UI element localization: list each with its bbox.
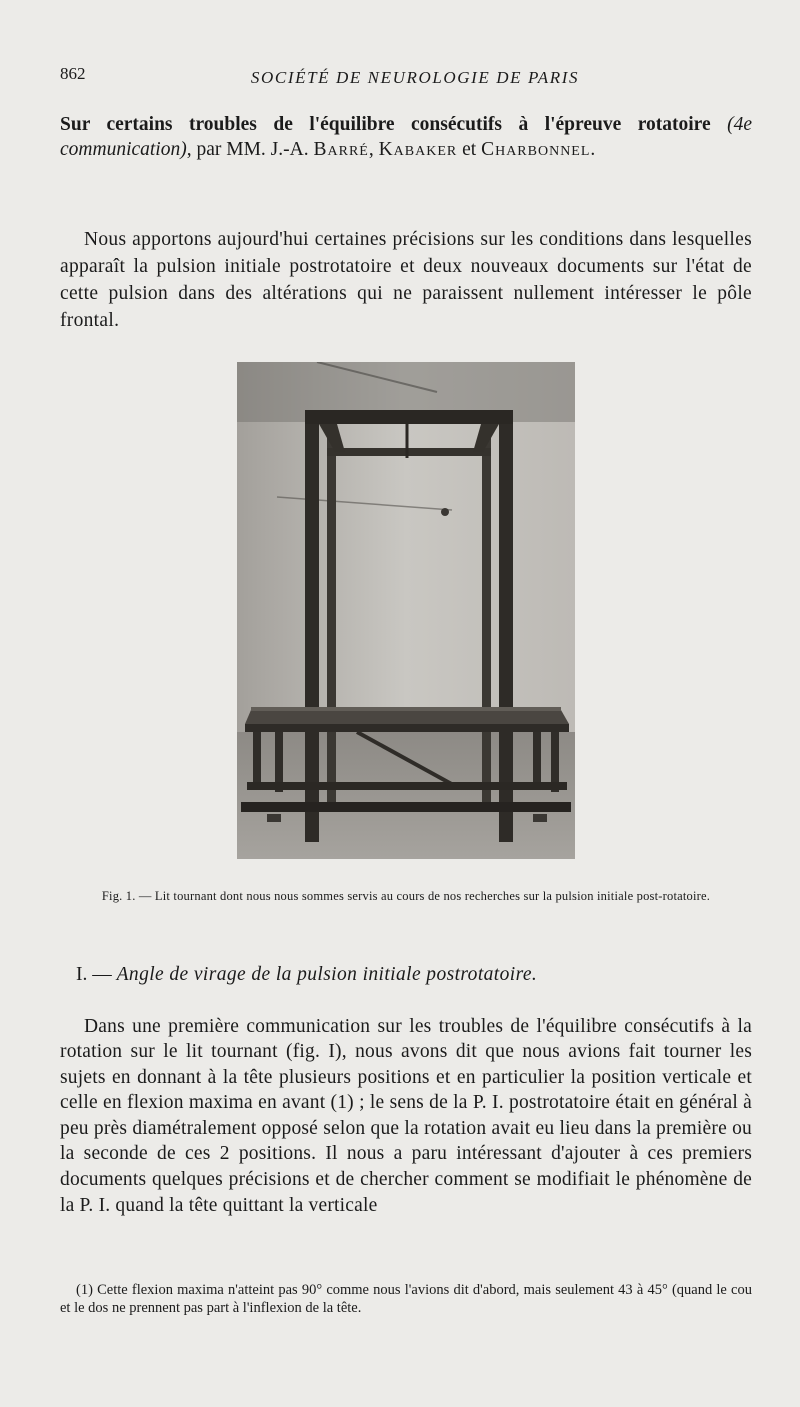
section-body-paragraph: Dans une première communication sur les troubles de l'équilibre consécutifs à la rotation sur le lit tournant (fig. I), nous avons dit que nous avions fait tourner les sujets en donnant à la tête plusieurs positions et en particulier la position verticale et celle en flexion maxima en avant (1) ; le sens de la P. I. postrotatoire était en général à peu près diamétralement opposé selon que la rotation avait eu lieu dans la première ou la seconde de ces 2 positions. Il nous a paru intéressant d'ajouter à ces premiers documents quelques précisions et de chercher comment se modifiait le phénomène de la P. I. quand la tête quittant la verticale [60, 1015, 752, 1216]
footnote: (1) Cette flexion maxima n'atteint pas 90° comme nous l'avions dit d'abord, mais seulement 43 à 45° (quand le cou et le dos ne prennent pas part à l'inflexion de la tête. [60, 1281, 752, 1316]
figure-caption-text: — Lit tournant dont nous nous sommes servis au cours de nos recherches sur la pulsion initiale post-rotatoire. [135, 889, 711, 903]
byline-prefix: , par MM. J.-A. [186, 139, 314, 160]
intro-paragraph: Nous apportons aujourd'hui certaines précisions sur les conditions dans lesquelles apparaît la pulsion initiale postrotatoire et deux nouveaux documents sur l'état de cette pulsion dans des altérations qui ne paraissent nullement intéresser le pôle frontal. [60, 228, 752, 331]
figure-label: Fig. 1. [101, 889, 136, 903]
byline-conjunction: et [457, 139, 482, 160]
communication-note: (4e communication) [60, 114, 752, 160]
section-title: Angle de virage de la pulsion initiale postrotatoire. [116, 964, 538, 985]
page-number: 862 [60, 64, 86, 83]
section-heading [76, 962, 736, 988]
article-title-block: Sur certains troubles de l'équilibre consécutifs à l'épreuve rotatoire (4e communication), par MM. J.-A. Barré, Kabaker et Charbonnel. [60, 114, 752, 160]
author-barre: Barré [313, 139, 369, 160]
figure-rotating-bed-photo [237, 362, 575, 859]
author-charbonnel: Charbonnel [481, 139, 591, 160]
section-number: I. — [76, 964, 112, 985]
figure-caption [60, 888, 752, 904]
rotating-bed-illustration [237, 362, 575, 859]
running-head: SOCIÉTÉ DE NEUROLOGIE DE PARIS [250, 68, 580, 87]
author-kabaker: Kabaker [378, 139, 458, 160]
article-title: Sur certains troubles de l'équilibre consécutifs à l'épreuve rotatoire [60, 114, 711, 135]
